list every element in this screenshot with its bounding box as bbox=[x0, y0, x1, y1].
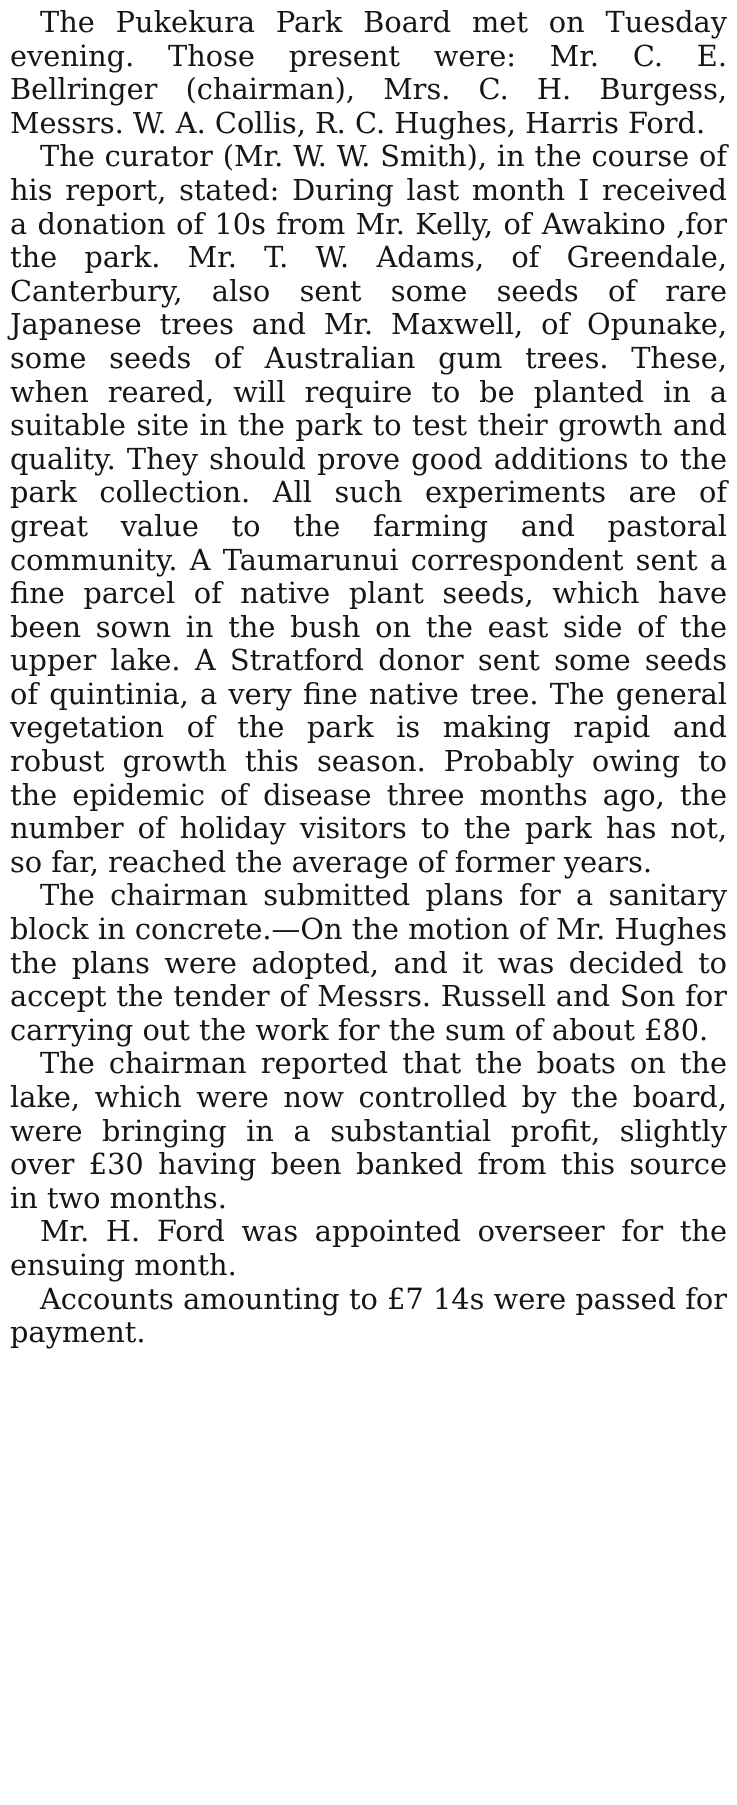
paragraph-sanitary-block: The chairman submitted plans for a sanitary block in concrete.—On the motion of Mr. Hughes the plans were adopted, and it was decided to accept the tender of Messrs. Russell and Son for carrying out the work for the sum of about £80. bbox=[10, 878, 727, 1047]
paragraph-overseer: Mr. H. Ford was appointed overseer for the ensuing month. bbox=[10, 1214, 727, 1282]
paragraph-curator-report: The curator (Mr. W. W. Smith), in the course of his report, stated: During last month I received a donation of 10s from Mr. Kelly, of Awakino ,for the park. Mr. T. W. Adams, of Greendale, Canterbury, also sent some seeds of rare Japanese trees and Mr. Maxwell, of Opunake, some seeds of Australian gum trees. These, when reared, will require to be planted in a suitable site in the park to test their growth and quality. They should prove good additions to the park collection. All such experiments are of great value to the farming and pastoral community. A Taumarunui correspondent sent a fine parcel of native plant seeds, which have been sown in the bush on the east side of the upper lake. A Stratford donor sent some seeds of quintinia, a very fine native tree. The general vegetation of the park is making rapid and robust growth this season. Probably owing to the epidemic of disease three months ago, the number of holiday visitors to the park has not, so far, reached the average of former years. bbox=[10, 139, 727, 879]
paragraph-boats-profit: The chairman reported that the boats on the lake, which were now controlled by the board, were bringing in a substantial profit, slightly over £30 having been banked from this source in two months. bbox=[10, 1046, 727, 1215]
paragraph-accounts: Accounts amounting to £7 14s were passed for payment. bbox=[10, 1281, 727, 1350]
paragraph-board-meeting: The Pukekura Park Board met on Tuesday evening. Those present were: Mr. C. E. Bellringer (chairman), Mrs. C. H. Burgess, Messrs. W. A. Collis, R. C. Hughes, Harris Ford. bbox=[10, 5, 727, 140]
